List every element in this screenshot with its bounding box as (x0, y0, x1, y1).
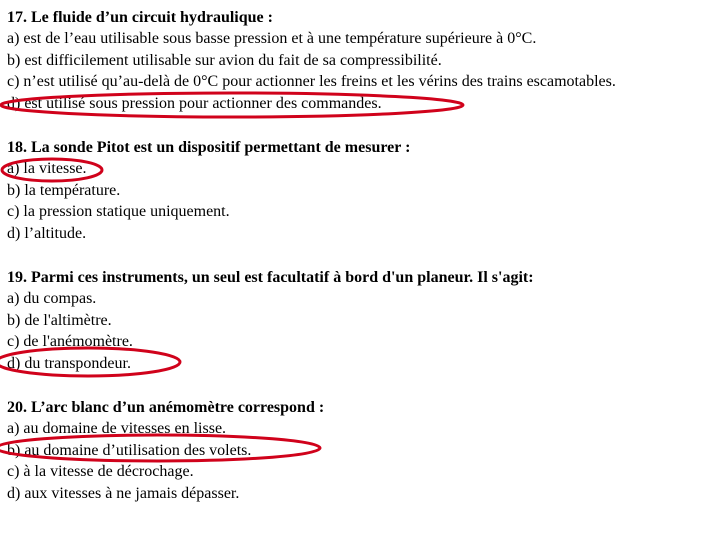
question-17-title: 17. Le fluide d’un circuit hydraulique : (7, 9, 273, 26)
question-19 (7, 267, 713, 374)
question-19-title: 19. Parmi ces instruments, un seul est facultatif à bord d'un planeur. Il s'agit: (7, 269, 534, 286)
question-19-answer-c: c) de l'anémomètre. (7, 333, 133, 351)
question-20-title: 20. L’arc blanc d’un anémomètre correspond : (7, 399, 325, 416)
question-18-answer-a: a) la vitesse. (7, 160, 87, 178)
question-17-answer-a: a) est de l’eau utilisable sous basse pression et à une température supérieure à 0°C. (7, 30, 537, 48)
question-20-answer-b: b) au domaine d’utilisation des volets. (7, 441, 252, 459)
question-17-answer-d: d) est utilisé sous pression pour actionner des commandes. (7, 94, 382, 112)
question-17-answer-c: c) n’est utilisé qu’au-delà de 0°C pour actionner les freins et les vérins des trains escamotables. (7, 73, 616, 91)
question-17 (7, 7, 713, 114)
question-18 (7, 137, 713, 244)
question-18-answer-c: c) la pression statique uniquement. (7, 203, 230, 221)
question-20-answer-a: a) au domaine de vitesses en lisse. (7, 420, 227, 438)
question-17-answer-b: b) est difficilement utilisable sur avion du fait de sa compressibilité. (7, 51, 442, 69)
question-20-answer-c: c) à la vitesse de décrochage. (7, 463, 194, 481)
question-20-answer-d: d) aux vitesses à ne jamais dépasser. (7, 484, 240, 502)
question-18-answer-b: b) la température. (7, 181, 121, 199)
question-19-answer-b: b) de l'altimètre. (7, 311, 112, 329)
question-18-title: 18. La sonde Pitot est un dispositif permettant de mesurer : (7, 139, 411, 156)
question-20 (7, 397, 713, 504)
question-19-answer-d: d) du transpondeur. (7, 354, 131, 372)
question-18-answer-d: d) l’altitude. (7, 224, 87, 242)
question-19-answer-a: a) du compas. (7, 290, 97, 308)
